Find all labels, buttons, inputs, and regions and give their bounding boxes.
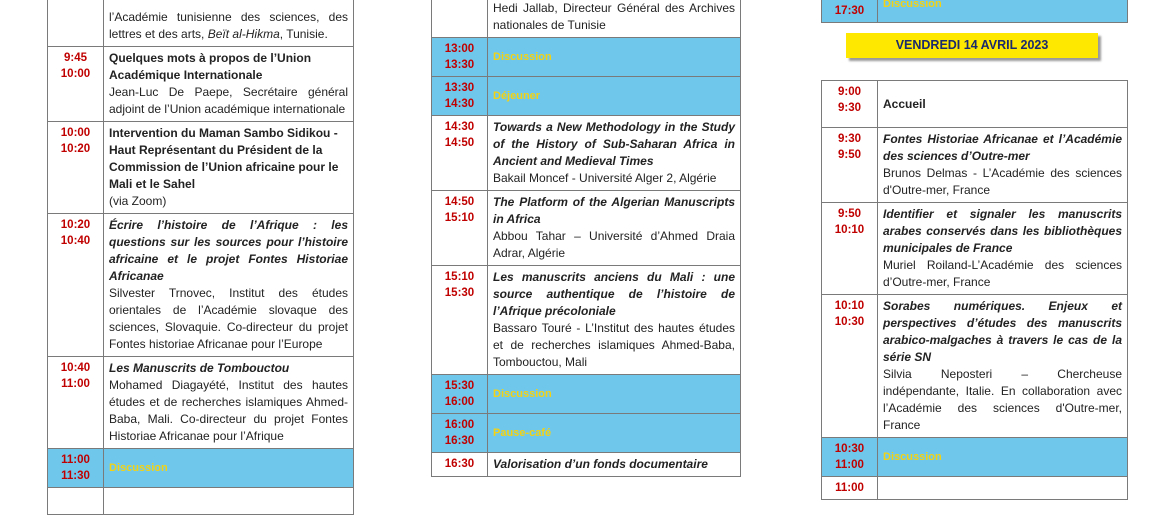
session-title: The Platform of the Algerian Manuscripts in Africa	[493, 195, 735, 226]
session-title: Écrire l’histoire de l’Afrique : les questions sur les sources pour l’histoire africaine et le projet Fontes Historiae Africanae	[109, 218, 348, 283]
session-cell	[488, 453, 741, 477]
discussion-label: Discussion	[878, 438, 1128, 477]
session-description: Muriel Roiland-L’Académie des sciences d’Outre-mer, France	[883, 258, 1122, 289]
session-description: l’Académie tunisienne des sciences, des lettres et des arts, Beït al-Hikma, Tunisie.	[109, 10, 348, 41]
time-cell: 9:45 10:00	[48, 47, 104, 122]
session-title: Les manuscrits anciens du Mali : une source authentique de l’histoire de l’Afrique précoloniale	[493, 270, 735, 318]
time-cell: 14:50 15:10	[432, 191, 488, 266]
session-title: Intervention du Maman Sambo Sidikou - Haut Représentant du Président de la Commission de l’Union africaine pour le Mali et le Sahel	[109, 126, 339, 191]
session-cell	[104, 122, 354, 214]
schedule-column-3	[821, 80, 1128, 500]
time-cell	[48, 0, 104, 47]
session-cell	[104, 0, 354, 47]
discussion-row	[822, 0, 1128, 23]
session-title: Valorisation d’un fonds documentaire	[493, 457, 708, 471]
time-cell: 10:00 10:20	[48, 122, 104, 214]
time-cell: 15:10 15:30	[432, 266, 488, 375]
schedule-table-3-top	[821, 0, 1128, 23]
discussion-row	[432, 375, 741, 414]
table-row	[48, 488, 354, 515]
coffee-break-label: Pause-café	[488, 414, 741, 453]
time-cell: 9:50 10:10	[822, 203, 878, 295]
table-row	[48, 0, 354, 47]
session-description: Bakail Moncef - Université Alger 2, Algérie	[493, 171, 717, 185]
time-cell: 10:10 10:30	[822, 295, 878, 438]
time-cell: 15:30 16:00	[432, 375, 488, 414]
table-row	[822, 477, 1128, 500]
session-title: Sorabes numériques. Enjeux et perspectives d’études des manuscrits arabico-malgaches à travers le cas de la série SN	[883, 299, 1122, 364]
lunch-label: Déjeuner	[488, 77, 741, 116]
discussion-row	[822, 438, 1128, 477]
table-row	[48, 47, 354, 122]
time-cell: 11:00 11:30	[48, 449, 104, 488]
session-title: Accueil	[883, 96, 926, 111]
session-cell	[878, 295, 1128, 438]
discussion-row	[48, 449, 354, 488]
session-description: Silvester Trnovec, Institut des études orientales de l’Académie slovaque des sciences, Slovaquie. Co-directeur du projet Fontes historiae Africanae pour l’Europe	[109, 286, 348, 351]
table-row	[48, 357, 354, 449]
table-row	[48, 214, 354, 357]
day-heading: VENDREDI 14 AVRIL 2023	[846, 33, 1098, 58]
session-cell	[488, 116, 741, 191]
table-row	[822, 295, 1128, 438]
time-cell: 9:00 9:30	[822, 81, 878, 128]
schedule-column-3-top	[821, 0, 1128, 23]
table-row	[432, 0, 741, 38]
discussion-label: Discussion	[104, 449, 354, 488]
session-cell	[878, 477, 1128, 500]
discussion-label: Discussion	[488, 375, 741, 414]
table-row	[432, 116, 741, 191]
time-cell: 16:00 16:30	[432, 414, 488, 453]
table-row	[432, 266, 741, 375]
session-cell	[104, 214, 354, 357]
schedule-table-3	[821, 80, 1128, 500]
time-cell: 11:00	[822, 477, 878, 500]
coffee-break-row	[432, 414, 741, 453]
discussion-label: Discussion	[878, 0, 1128, 23]
schedule-table-1	[47, 0, 354, 515]
session-title: Identifier et signaler les manuscrits arabes conservés dans les bibliothèques municipales de France	[883, 207, 1122, 255]
session-title: Quelques mots à propos de l’Union Académique Internationale	[109, 51, 312, 82]
time-cell: 10:40 11:00	[48, 357, 104, 449]
session-cell	[488, 0, 741, 38]
session-cell	[878, 128, 1128, 203]
session-title: Towards a New Methodology in the Study of the History of Sub-Saharan Africa in Ancient and Medieval Times	[493, 120, 735, 168]
schedule-column-1	[47, 0, 354, 515]
time-cell	[48, 488, 104, 515]
table-row	[48, 122, 354, 214]
session-cell	[878, 81, 1128, 128]
table-row	[432, 453, 741, 477]
schedule-column-2	[431, 0, 741, 477]
session-description: Silvia Neposteri – Chercheuse indépendante, Italie. En collaboration avec l’Académie des sciences d'Outre-mer, France	[883, 367, 1122, 432]
session-description: Hedi Jallab, Directeur Général des Archives nationales de Tunisie	[493, 1, 735, 32]
session-cell	[104, 47, 354, 122]
session-title: Les Manuscrits de Tombouctou	[109, 361, 290, 375]
table-row	[822, 128, 1128, 203]
session-description: Abbou Tahar – Université d’Ahmed Draia Adrar, Algérie	[493, 229, 735, 260]
session-cell	[488, 191, 741, 266]
table-row	[822, 203, 1128, 295]
session-cell	[104, 357, 354, 449]
table-row	[822, 81, 1128, 128]
discussion-label: Discussion	[488, 38, 741, 77]
session-description: Jean-Luc De Paepe, Secrétaire général adjoint de l’Union académique internationale	[109, 85, 348, 116]
table-row	[432, 191, 741, 266]
session-description: Bassaro Touré - L’Institut des hautes études et de recherches islamiques Ahmed-Baba, Tombouctou, Mali	[493, 321, 735, 369]
session-cell	[104, 488, 354, 515]
time-cell: 9:30 9:50	[822, 128, 878, 203]
time-cell	[432, 0, 488, 38]
time-cell: 16:30	[432, 453, 488, 477]
time-cell: 13:00 13:30	[432, 38, 488, 77]
time-cell: 10:20 10:40	[48, 214, 104, 357]
session-description: Mohamed Diagayété, Institut des hautes études et de recherches islamiques Ahmed-Baba, Mali. Co-directeur du projet Fontes Historiae Africanae pour l’Afrique	[109, 378, 348, 443]
session-title: Fontes Historiae Africanae et l’Académie des sciences d’Outre-mer	[883, 132, 1122, 163]
session-description: (via Zoom)	[109, 194, 167, 208]
lunch-row	[432, 77, 741, 116]
time-cell: 14:30 14:50	[432, 116, 488, 191]
time-cell: 10:30 11:00	[822, 438, 878, 477]
schedule-table-2	[431, 0, 741, 477]
time-cell: 13:30 14:30	[432, 77, 488, 116]
session-description: Brunos Delmas - L’Académie des sciences d'Outre-mer, France	[883, 166, 1122, 197]
session-cell	[878, 203, 1128, 295]
time-cell: 17:30	[822, 0, 878, 23]
discussion-row	[432, 38, 741, 77]
session-cell	[488, 266, 741, 375]
